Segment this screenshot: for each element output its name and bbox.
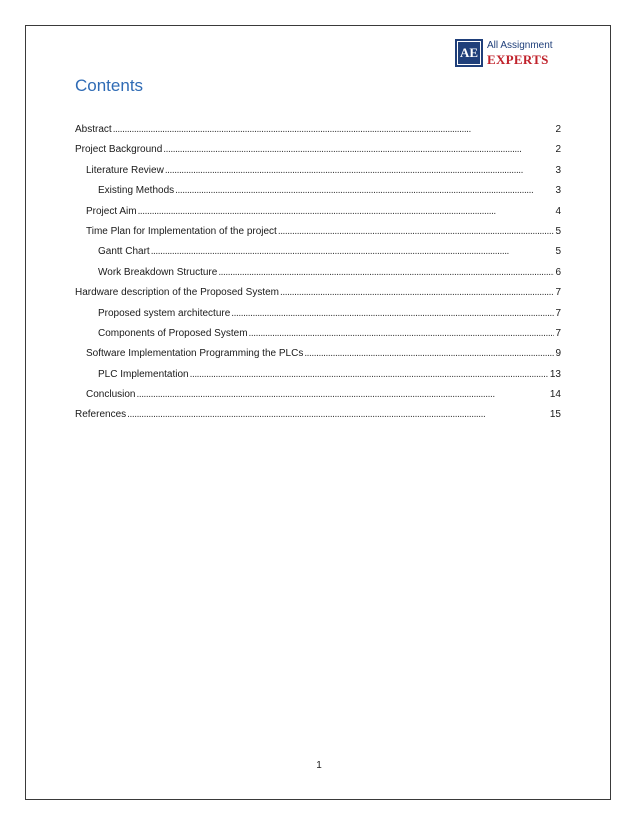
toc-title: Contents xyxy=(75,76,144,95)
logo-mark: AE xyxy=(455,39,483,67)
toc-entry-page: 14 xyxy=(549,389,561,401)
toc-entry-label: References xyxy=(75,409,127,421)
toc-entry-label: Work Breakdown Structure xyxy=(98,266,218,278)
toc-entry-label: Abstract xyxy=(75,124,112,135)
toc-dot-leader xyxy=(113,120,555,140)
toc-entry-page: 7 xyxy=(555,327,561,339)
page-number: 1 xyxy=(316,760,322,771)
toc-dot-leader xyxy=(175,181,554,201)
toc-entry-label: Gantt Chart xyxy=(98,246,150,258)
toc-dot-leader xyxy=(304,344,554,364)
toc-dot-leader xyxy=(163,140,554,160)
toc-entry[interactable] xyxy=(75,283,561,303)
toc-entry-label: Components of Proposed System xyxy=(98,327,248,339)
toc-dot-leader xyxy=(165,161,555,181)
toc-entry-page: 3 xyxy=(555,185,561,197)
toc-entry-label: Project Aim xyxy=(86,205,137,217)
toc-entry-page: 2 xyxy=(555,144,561,156)
toc-entry-page: 5 xyxy=(555,225,561,237)
toc-entry-label: Proposed system architecture xyxy=(98,307,231,319)
toc-entry-page: 7 xyxy=(555,287,561,299)
toc-dot-leader xyxy=(190,365,549,385)
toc-entry-page: 6 xyxy=(555,266,561,278)
toc-dot-leader xyxy=(218,263,554,283)
toc-entry[interactable] xyxy=(75,120,561,140)
toc-dot-leader xyxy=(136,385,548,405)
toc-entry-page: 5 xyxy=(555,246,561,258)
toc-dot-leader xyxy=(138,202,555,222)
toc-entry[interactable] xyxy=(75,161,561,181)
toc-entry-page: 4 xyxy=(555,205,561,217)
toc-entry[interactable] xyxy=(75,385,561,405)
toc-entry-label: Hardware description of the Proposed System xyxy=(75,287,279,299)
table-of-contents xyxy=(75,120,561,426)
logo-text xyxy=(487,41,553,66)
toc-entry-page: 13 xyxy=(549,368,561,380)
toc-dot-leader xyxy=(278,222,555,242)
toc-entry-label: Project Background xyxy=(75,144,163,156)
toc-entry[interactable] xyxy=(75,242,561,262)
toc-entry-label: Time Plan for Implementation of the project xyxy=(86,225,277,237)
toc-entry-label: Conclusion xyxy=(86,389,136,401)
toc-entry[interactable] xyxy=(75,181,561,201)
toc-entry-label: Literature Review xyxy=(86,164,164,176)
toc-entry-page: 9 xyxy=(555,348,561,360)
toc-entry[interactable] xyxy=(75,263,561,283)
toc-entry[interactable] xyxy=(75,324,561,344)
toc-entry-page: 15 xyxy=(549,409,561,421)
toc-entry[interactable] xyxy=(75,222,561,242)
toc-entry[interactable] xyxy=(75,304,561,324)
company-logo xyxy=(455,37,553,69)
toc-entry[interactable] xyxy=(75,140,561,160)
toc-entry-page: 3 xyxy=(555,164,561,176)
toc-entry-label: Software Implementation Programming the PLCs xyxy=(86,348,304,360)
toc-entry[interactable] xyxy=(75,202,561,222)
toc-entry-page: 2 xyxy=(555,124,561,135)
toc-dot-leader xyxy=(280,283,554,303)
toc-dot-leader xyxy=(151,242,555,262)
toc-entry-page: 7 xyxy=(555,307,561,319)
toc-entry[interactable] xyxy=(75,344,561,364)
toc-entry-label: Existing Methods xyxy=(98,185,175,197)
toc-entry-label: PLC Implementation xyxy=(98,368,189,380)
logo-line2: EXPERTS xyxy=(487,51,549,67)
toc-entry[interactable] xyxy=(75,365,561,385)
toc-dot-leader xyxy=(249,324,555,344)
toc-dot-leader xyxy=(231,304,554,324)
toc-entry[interactable] xyxy=(75,405,561,425)
toc-dot-leader xyxy=(127,405,549,425)
logo-line1: All Assignment xyxy=(487,39,553,51)
